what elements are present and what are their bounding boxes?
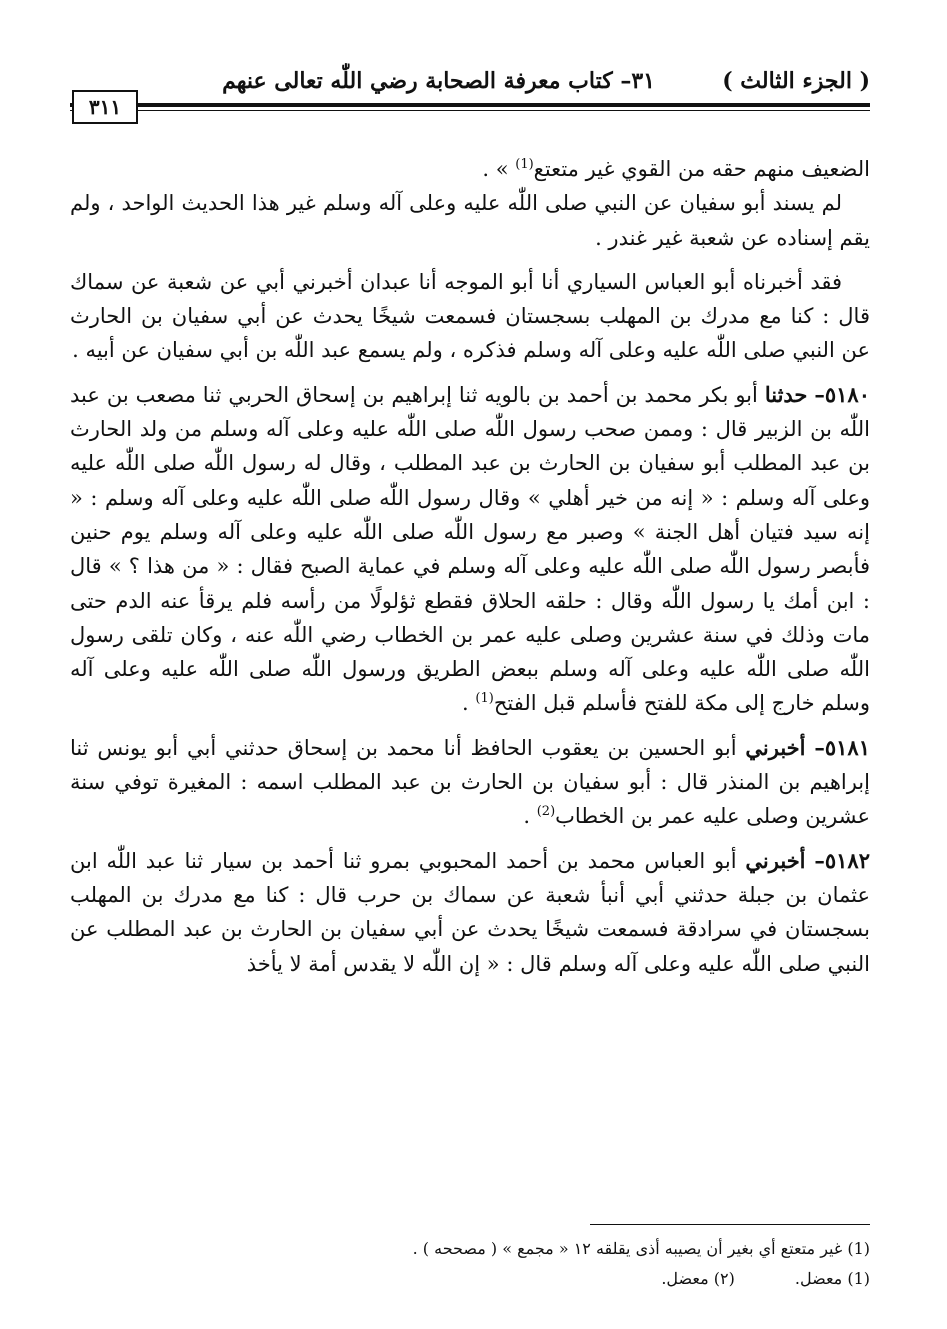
running-header — [70, 66, 870, 106]
footnote-ref: (2) — [536, 804, 556, 820]
footnote-divider — [590, 1224, 870, 1225]
paragraph — [70, 186, 870, 255]
paragraph-tail: . — [523, 804, 537, 829]
header-rule-thin — [70, 110, 870, 111]
footnote: (1) معضل. — [794, 1269, 870, 1288]
hadith-lead-word: أخبرني — [745, 734, 806, 760]
footnote-ref: (1) — [475, 691, 494, 707]
hadith-5180 — [70, 378, 870, 721]
footnote: (٢) معضل. — [661, 1269, 735, 1288]
volume-label: ( الجزء الثالث ) — [722, 68, 870, 94]
paragraph-tail: » . — [482, 157, 516, 181]
hadith-5181 — [70, 731, 870, 834]
header-rule — [70, 103, 870, 107]
footnote-row — [70, 1264, 870, 1294]
hadith-lead-word: حدثنا — [764, 381, 808, 407]
paragraph-text: الضعيف منهم حقه من القوي غير متعتع — [533, 157, 870, 181]
paragraph-text: أبو الحسين بن يعقوب الحافظ أنا محمد بن إسحاق حدثني أبي أبو يونس ثنا إبراهيم بن المنذر قال : أبو سفيان بن الحارث بن عبد المطلب اسمه : المغيرة توفي سنة عشرين وصلى عليه عمر بن الخطاب — [70, 735, 870, 829]
page-number: ٣١١ — [72, 90, 138, 124]
hadith-number: ٥١٨١– — [814, 734, 870, 760]
footnote-ref: (1) — [515, 157, 534, 172]
book-title: ٣١– كتاب معرفة الصحابة رضي اللّٰه تعالى عنهم — [222, 68, 655, 94]
footnotes — [70, 1234, 870, 1294]
paragraph-text: فقد أخبرناه أبو العباس السياري أنا أبو الموجه أنا عبدان أخبرني أبي عن شعبة عن سماك قال : كنا مع مدرك بن المهلب بسجستان فسمعت شيخًا يحدث عن أبي سفيان بن الحارث عن النبي صلى اللّٰه عليه وعلى آله وسلم فذكره ، ولم يسمع عبد اللّٰه بن أبي سفيان عن أبيه . — [70, 269, 870, 363]
paragraph-text: لم يسند أبو سفيان عن النبي صلى اللّٰه عليه وعلى آله وسلم غير هذا الحديث الواحد ، ولم يقم إسناده عن شعبة غير غندر . — [70, 191, 870, 250]
footnote: (1) غير متعتع أي بغير أن يصيبه أذى يقلقه ١٢ « مجمع » ( مصححه ) . — [412, 1239, 870, 1258]
paragraph — [70, 265, 870, 368]
hadith-number: ٥١٨٢– — [814, 847, 870, 873]
main-text — [70, 152, 870, 981]
paragraph-tail: . — [462, 691, 476, 716]
paragraph — [70, 152, 870, 186]
hadith-lead-word: أخبرني — [745, 847, 806, 873]
paragraph-text: أبو بكر محمد بن أحمد بن بالويه ثنا إبراهيم بن إسحاق الحربي ثنا مصعب بن عبد اللّٰه بن الزبير قال : وممن صحب رسول اللّٰه صلى اللّٰه عليه وعلى آله وسلم من ولد الحارث بن عبد المطلب أبو سفيان بن الحارث بن عبد المطلب ، وقال له رسول اللّٰه صلى اللّٰه عليه وعلى آله وسلم : « إنه من خير أهلي » وقال رسول اللّٰه صلى اللّٰه عليه وعلى آله وسلم : « إنه سيد فتيان أهل الجنة » وصبر مع رسول اللّٰه صلى اللّٰه عليه وعلى آله وسلم يوم حنين فأبصر رسول اللّٰه صلى اللّٰه عليه وعلى آله وسلم في عماية الصبح فقال : « من هذا ؟ » قال : ابن أمك يا رسول اللّٰه وقال : حلقه الحلاق فقطع ثؤلولًا من رأسه فلم يرقأ عنه الدم حتى مات وذلك في سنة عشرين وصلى عليه عمر بن الخطاب رضي اللّٰه عنه ، وكان تلقى رسول اللّٰه صلى اللّٰه عليه وعلى آله وسلم ببعض الطريق ورسول اللّٰه صلى اللّٰه عليه وعلى آله وسلم خارج إلى مكة للفتح فأسلم قبل الفتح — [70, 382, 871, 716]
hadith-number: ٥١٨٠– — [814, 381, 870, 407]
hadith-5182 — [70, 844, 870, 981]
paragraph-text: أبو العباس محمد بن أحمد المحبوبي بمرو ثنا أحمد بن سيار ثنا عبد اللّٰه ابن عثمان بن جبلة حدثني أبي أنبأ شعبة عن سماك بن حرب قال : كنا مع مدرك بن المهلب بسجستان في سرادقة فسمعت شيخًا يحدث عن أبي سفيان بن الحارث بن عبد المطلب عن النبي صلى اللّٰه عليه وعلى آله وسلم قال : « إن اللّٰه لا يقدس أمة لا يأخذ — [70, 848, 870, 976]
